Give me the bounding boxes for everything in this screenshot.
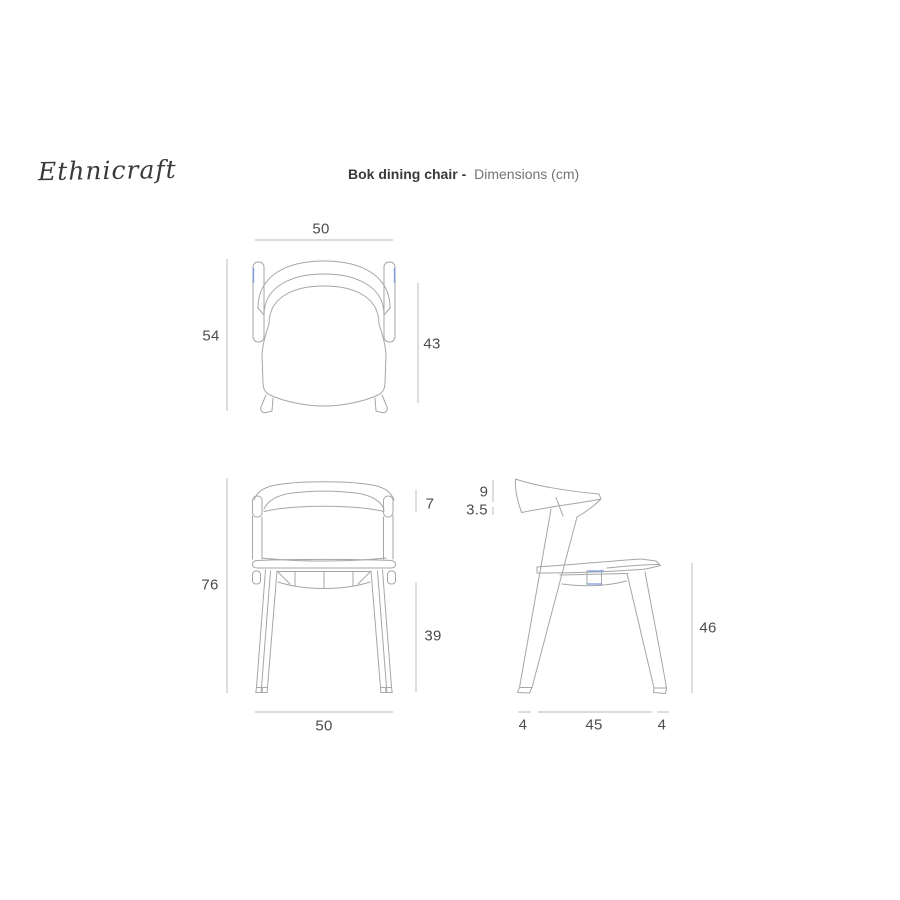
dim-top-width-label: 50 <box>312 220 330 238</box>
dim-top-depth-label: 54 <box>202 327 220 345</box>
side-view-drawing <box>515 479 666 694</box>
dim-side-backrest-top-label: 9 <box>479 483 489 501</box>
dim-front-width-label: 50 <box>315 717 333 735</box>
brand-logo: Ethnicraft <box>37 154 177 187</box>
dim-front-rail-label: 7 <box>425 495 435 513</box>
front-view-drawing <box>253 482 396 693</box>
dim-side-front-foot-label: 4 <box>518 716 528 734</box>
title-units: Dimensions (cm) <box>474 166 580 182</box>
top-view-drawing <box>253 261 395 413</box>
dim-side-seat-height-label: 46 <box>699 619 717 637</box>
dimension-lines <box>227 240 692 712</box>
dim-front-clearance-label: 39 <box>424 627 442 645</box>
dim-side-span-label: 45 <box>585 716 603 734</box>
dim-front-height-label: 76 <box>201 576 219 594</box>
dim-top-seat-depth-label: 43 <box>423 335 441 353</box>
dim-side-rear-foot-label: 4 <box>657 716 667 734</box>
product-name: Bok dining chair - <box>348 166 467 182</box>
dim-side-rail-label: 3.5 <box>466 501 488 519</box>
